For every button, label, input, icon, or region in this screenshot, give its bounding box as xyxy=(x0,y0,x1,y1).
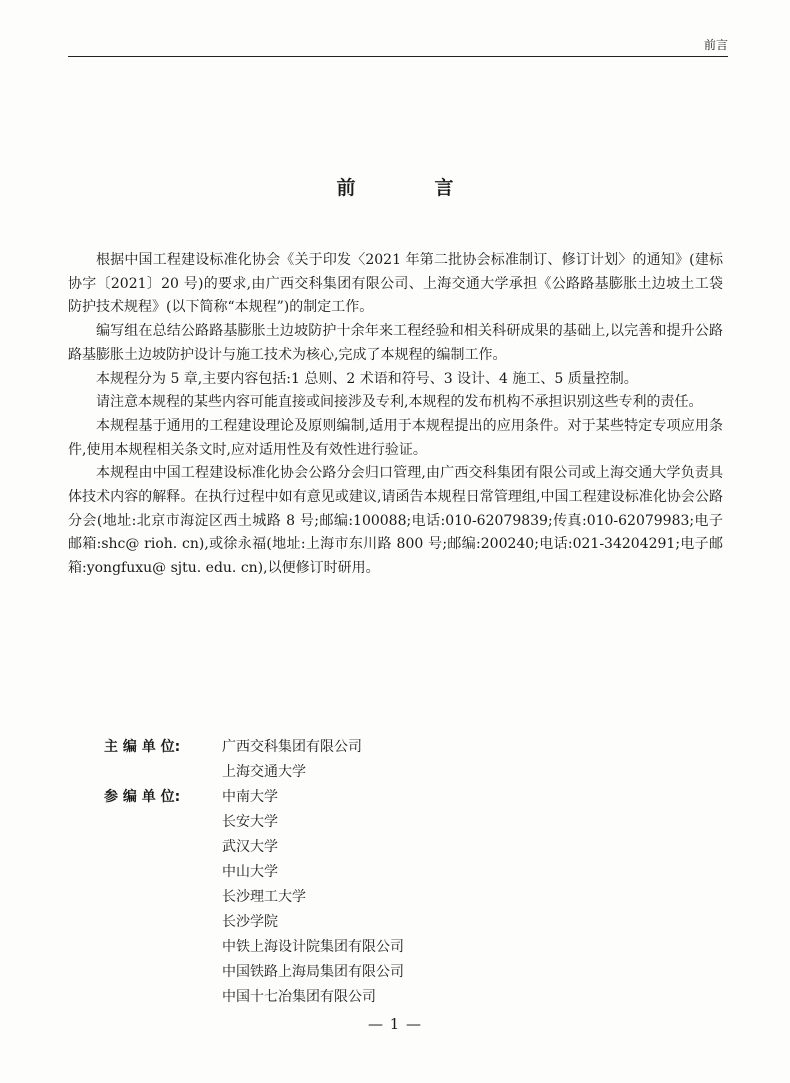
unit-item: 中铁上海设计院集团有限公司 xyxy=(222,939,404,955)
unit-item: 广西交科集团有限公司 xyxy=(222,739,362,755)
participating-units-label: 参 编 单 位: xyxy=(104,789,181,805)
unit-item: 中国十七冶集团有限公司 xyxy=(222,989,376,1005)
unit-item: 中山大学 xyxy=(222,864,278,880)
paragraph: 请注意本规程的某些内容可能直接或间接涉及专利,本规程的发布机构不承担识别这些专利的责任。 xyxy=(96,394,703,411)
unit-item: 武汉大学 xyxy=(222,839,278,855)
participating-units-list xyxy=(222,785,404,1010)
page-number: — 1 — xyxy=(367,1015,423,1033)
paragraph: 本规程由中国工程建设标准化协会公路分会归口管理,由广西交科集团有限公司或上海交通大学负责具体技术内容的解释。在执行过程中如有意见或建议,请函告本规程日常管理组,中国工程建设标准化协会公路分会(地址:北京市海淀区西土城路 8 号;邮编:100088;电话:010-62079839;传真:010-62079983;电子邮箱:shc@ rioh. cn),或徐永福(地址:上海市东川路 800 号;邮编:200240;电话:021-34204291;电子邮箱:yongfuxu@ sjtu. edu. cn),以便修订时研用。 xyxy=(68,465,723,577)
chief-units-list xyxy=(222,735,362,785)
unit-item: 中国铁路上海局集团有限公司 xyxy=(222,964,404,980)
unit-item: 中南大学 xyxy=(222,789,278,805)
header-rule xyxy=(68,56,728,57)
running-head: 前言 xyxy=(703,38,728,52)
units-section xyxy=(104,735,404,1010)
unit-item: 长沙理工大学 xyxy=(222,889,306,905)
paragraph: 根据中国工程建设标准化协会《关于印发〈2021 年第二批协会标准制订、修订计划〉的通知》(建标协字〔2021〕20 号)的要求,由广西交科集团有限公司、上海交通大学承担《公路路基膨胀土边坡土工袋防护技术规程》(以下简称“本规程”)的制定工作。 xyxy=(68,252,723,316)
paragraph: 编写组在总结公路路基膨胀土边坡防护十余年来工程经验和相关科研成果的基础上,以完善和提升公路路基膨胀土边坡防护设计与施工技术为核心,完成了本规程的编制工作。 xyxy=(68,323,723,363)
unit-item: 长沙学院 xyxy=(222,914,278,930)
unit-item: 长安大学 xyxy=(222,814,278,830)
chief-units-label: 主 编 单 位: xyxy=(104,739,181,755)
chief-units xyxy=(104,735,404,785)
unit-item: 上海交通大学 xyxy=(222,764,306,780)
paragraph: 本规程基于通用的工程建设理论及原则编制,适用于本规程提出的应用条件。对于某些特定专项应用条件,使用本规程相关条文时,应对适用性及有效性进行验证。 xyxy=(68,417,723,458)
participating-units xyxy=(104,785,404,1010)
page-title: 前 言 xyxy=(336,177,484,199)
preface-body xyxy=(68,249,723,581)
paragraph: 本规程分为 5 章,主要内容包括:1 总则、2 术语和符号、3 设计、4 施工、5 质量控制。 xyxy=(96,370,638,387)
